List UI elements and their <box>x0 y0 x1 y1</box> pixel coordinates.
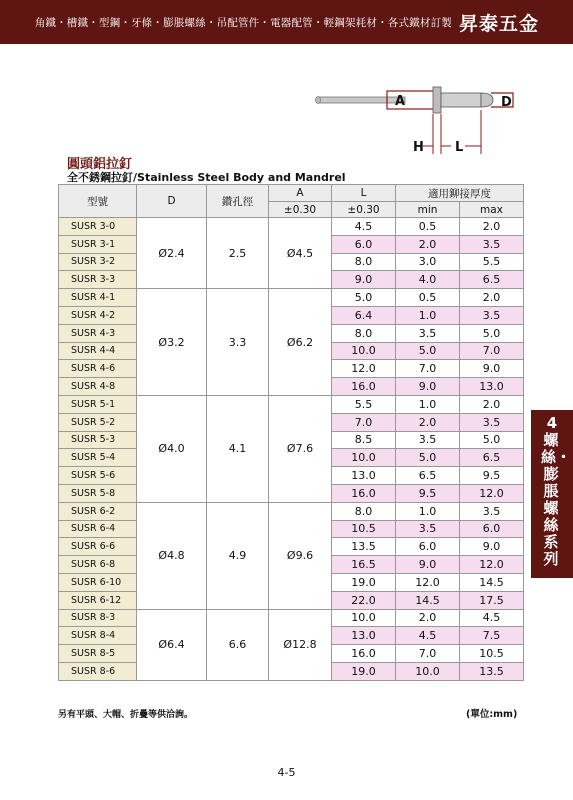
model-cell: SUSR 8-3 <box>59 609 137 627</box>
length-cell: 6.0 <box>332 235 396 253</box>
head-diameter-cell: Ø12.8 <box>269 609 332 680</box>
length-cell: 10.0 <box>332 449 396 467</box>
grip-max-cell: 12.0 <box>460 556 524 574</box>
grip-min-cell: 9.0 <box>396 378 460 396</box>
model-cell: SUSR 8-4 <box>59 627 137 645</box>
model-cell: SUSR 6-6 <box>59 538 137 556</box>
model-cell: SUSR 6-12 <box>59 591 137 609</box>
footnote: 另有平頭、大帽、折疊等供洽詢。 <box>58 710 194 720</box>
length-cell: 19.0 <box>332 662 396 680</box>
length-cell: 13.0 <box>332 467 396 485</box>
length-cell: 19.0 <box>332 573 396 591</box>
model-cell: SUSR 6-10 <box>59 573 137 591</box>
model-cell: SUSR 4-3 <box>59 324 137 342</box>
label-h: H <box>413 140 424 155</box>
grip-min-cell: 14.5 <box>396 591 460 609</box>
model-cell: SUSR 8-5 <box>59 645 137 663</box>
grip-min-cell: 3.5 <box>396 324 460 342</box>
length-cell: 16.0 <box>332 484 396 502</box>
length-cell: 5.0 <box>332 289 396 307</box>
chapter-side-tab <box>531 410 573 578</box>
model-cell: SUSR 4-1 <box>59 289 137 307</box>
model-cell: SUSR 4-6 <box>59 360 137 378</box>
page-number: 4-5 <box>277 766 296 779</box>
grip-max-cell: 2.0 <box>460 218 524 236</box>
grip-max-cell: 9.5 <box>460 467 524 485</box>
grip-max-cell: 3.5 <box>460 413 524 431</box>
diameter-cell: Ø6.4 <box>137 609 207 680</box>
header-bar <box>0 0 573 44</box>
diameter-cell: Ø4.8 <box>137 502 207 609</box>
grip-min-cell: 2.0 <box>396 413 460 431</box>
grip-max-cell: 5.0 <box>460 324 524 342</box>
model-cell: SUSR 6-4 <box>59 520 137 538</box>
grip-max-cell: 6.5 <box>460 271 524 289</box>
length-cell: 16.0 <box>332 645 396 663</box>
diameter-cell: Ø3.2 <box>137 289 207 396</box>
length-cell: 6.4 <box>332 306 396 324</box>
grip-min-cell: 7.0 <box>396 360 460 378</box>
length-cell: 9.0 <box>332 271 396 289</box>
grip-min-cell: 1.0 <box>396 306 460 324</box>
length-cell: 4.5 <box>332 218 396 236</box>
grip-max-cell: 12.0 <box>460 484 524 502</box>
grip-max-cell: 17.5 <box>460 591 524 609</box>
grip-min-cell: 5.0 <box>396 342 460 360</box>
grip-min-cell: 1.0 <box>396 395 460 413</box>
grip-max-cell: 6.0 <box>460 520 524 538</box>
grip-min-cell: 0.5 <box>396 289 460 307</box>
drill-cell: 4.1 <box>207 395 269 502</box>
category-list: 角鐵・槽鐵・型鋼・牙條・膨脹螺絲・吊配管件・電器配管・輕鋼架耗材・各式鐵材訂製 <box>34 17 452 29</box>
header-min: min <box>396 202 460 218</box>
length-cell: 10.0 <box>332 609 396 627</box>
length-cell: 10.5 <box>332 520 396 538</box>
diameter-cell: Ø2.4 <box>137 218 207 289</box>
header-l: L <box>332 185 396 202</box>
table-row <box>59 395 524 413</box>
brand-name: 昇泰五金 <box>459 13 540 35</box>
head-diameter-cell: Ø4.5 <box>269 218 332 289</box>
drill-cell: 6.6 <box>207 609 269 680</box>
header-a: A <box>269 185 332 202</box>
rivet-diagram <box>315 82 525 162</box>
grip-max-cell: 9.0 <box>460 360 524 378</box>
label-l: L <box>455 140 464 155</box>
table-row <box>59 609 524 627</box>
model-cell: SUSR 4-8 <box>59 378 137 396</box>
header-d: D <box>137 185 207 218</box>
grip-min-cell: 2.0 <box>396 235 460 253</box>
head-diameter-cell: Ø9.6 <box>269 502 332 609</box>
grip-min-cell: 5.0 <box>396 449 460 467</box>
grip-max-cell: 2.0 <box>460 395 524 413</box>
grip-min-cell: 7.0 <box>396 645 460 663</box>
model-cell: SUSR 5-3 <box>59 431 137 449</box>
length-cell: 8.0 <box>332 253 396 271</box>
drill-cell: 4.9 <box>207 502 269 609</box>
grip-min-cell: 1.0 <box>396 502 460 520</box>
length-cell: 8.0 <box>332 324 396 342</box>
grip-max-cell: 5.5 <box>460 253 524 271</box>
head-diameter-cell: Ø7.6 <box>269 395 332 502</box>
grip-max-cell: 3.5 <box>460 502 524 520</box>
grip-min-cell: 4.5 <box>396 627 460 645</box>
spec-table <box>58 184 524 681</box>
grip-max-cell: 14.5 <box>460 573 524 591</box>
grip-max-cell: 13.0 <box>460 378 524 396</box>
header-drill: 鑽孔徑 <box>207 185 269 218</box>
model-cell: SUSR 4-4 <box>59 342 137 360</box>
model-cell: SUSR 3-3 <box>59 271 137 289</box>
grip-max-cell: 4.5 <box>460 609 524 627</box>
header-a-tol: ±0.30 <box>269 202 332 218</box>
grip-max-cell: 5.0 <box>460 431 524 449</box>
model-cell: SUSR 6-8 <box>59 556 137 574</box>
grip-max-cell: 2.0 <box>460 289 524 307</box>
grip-min-cell: 6.5 <box>396 467 460 485</box>
length-cell: 7.0 <box>332 413 396 431</box>
unit-label: (單位:mm) <box>466 709 518 720</box>
grip-min-cell: 6.0 <box>396 538 460 556</box>
diameter-cell: Ø4.0 <box>137 395 207 502</box>
model-cell: SUSR 8-6 <box>59 662 137 680</box>
chapter-number: 4 <box>546 414 558 432</box>
drill-cell: 3.3 <box>207 289 269 396</box>
length-cell: 13.0 <box>332 627 396 645</box>
grip-min-cell: 9.5 <box>396 484 460 502</box>
table-row <box>59 502 524 520</box>
grip-min-cell: 2.0 <box>396 609 460 627</box>
table-row <box>59 289 524 307</box>
model-cell: SUSR 5-2 <box>59 413 137 431</box>
table-row <box>59 218 524 236</box>
model-cell: SUSR 5-4 <box>59 449 137 467</box>
grip-max-cell: 7.0 <box>460 342 524 360</box>
grip-min-cell: 3.0 <box>396 253 460 271</box>
model-cell: SUSR 3-1 <box>59 235 137 253</box>
head-diameter-cell: Ø6.2 <box>269 289 332 396</box>
length-cell: 8.5 <box>332 431 396 449</box>
section-subtitle: 全不銹鋼拉釘/Stainless Steel Body and Mandrel <box>67 171 346 184</box>
length-cell: 8.0 <box>332 502 396 520</box>
label-d: D <box>501 95 512 110</box>
grip-min-cell: 0.5 <box>396 218 460 236</box>
length-cell: 12.0 <box>332 360 396 378</box>
model-cell: SUSR 5-6 <box>59 467 137 485</box>
grip-min-cell: 12.0 <box>396 573 460 591</box>
length-cell: 22.0 <box>332 591 396 609</box>
grip-max-cell: 13.5 <box>460 662 524 680</box>
grip-max-cell: 10.5 <box>460 645 524 663</box>
drill-cell: 2.5 <box>207 218 269 289</box>
header-model: 型號 <box>59 185 137 218</box>
grip-max-cell: 3.5 <box>460 306 524 324</box>
model-cell: SUSR 3-2 <box>59 253 137 271</box>
model-cell: SUSR 4-2 <box>59 306 137 324</box>
model-cell: SUSR 5-8 <box>59 484 137 502</box>
chapter-title: 螺絲・膨脹螺絲系列 <box>541 431 572 568</box>
model-cell: SUSR 6-2 <box>59 502 137 520</box>
model-cell: SUSR 5-1 <box>59 395 137 413</box>
grip-max-cell: 9.0 <box>460 538 524 556</box>
grip-min-cell: 10.0 <box>396 662 460 680</box>
header-l-tol: ±0.30 <box>332 202 396 218</box>
header-max: max <box>460 202 524 218</box>
section-title: 圓頭鋁拉釘 <box>67 157 133 172</box>
grip-min-cell: 3.5 <box>396 431 460 449</box>
length-cell: 13.5 <box>332 538 396 556</box>
label-a: A <box>395 94 406 109</box>
length-cell: 16.5 <box>332 556 396 574</box>
length-cell: 16.0 <box>332 378 396 396</box>
spec-table-body <box>59 218 524 681</box>
grip-max-cell: 7.5 <box>460 627 524 645</box>
grip-min-cell: 4.0 <box>396 271 460 289</box>
grip-min-cell: 9.0 <box>396 556 460 574</box>
grip-max-cell: 3.5 <box>460 235 524 253</box>
grip-max-cell: 6.5 <box>460 449 524 467</box>
grip-min-cell: 3.5 <box>396 520 460 538</box>
header-grip: 適用鉚接厚度 <box>396 185 524 202</box>
length-cell: 10.0 <box>332 342 396 360</box>
model-cell: SUSR 3-0 <box>59 218 137 236</box>
length-cell: 5.5 <box>332 395 396 413</box>
